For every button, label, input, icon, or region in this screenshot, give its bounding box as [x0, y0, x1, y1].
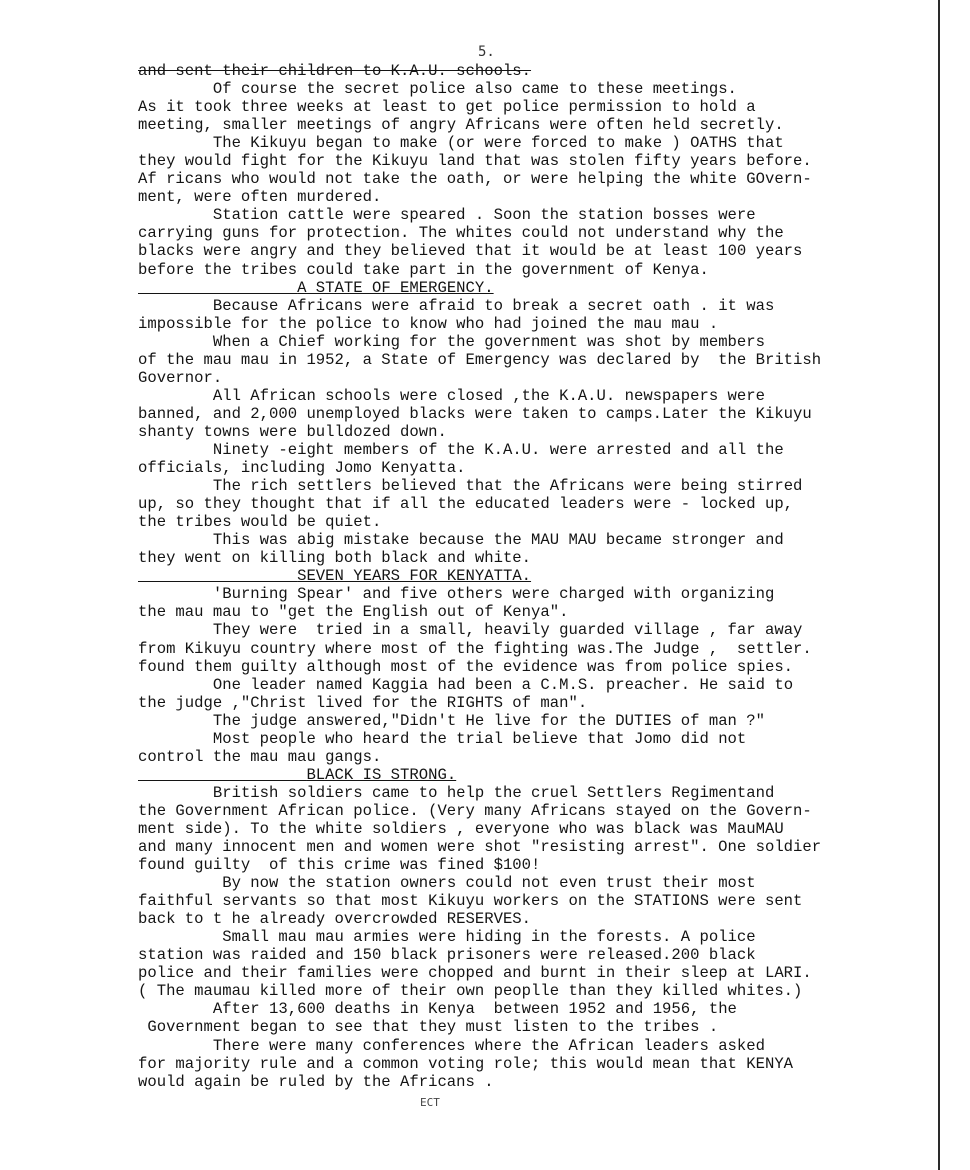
indent [138, 134, 213, 152]
text-line [138, 676, 928, 694]
line-text: from Kikuyu country where most of the fighting was.The Judge , settler. [138, 639, 812, 658]
line-text: Government began to see that they must listen to the tribes . [147, 1018, 719, 1037]
line-text: they went on killing both black and white. [138, 549, 532, 568]
section-heading [138, 567, 928, 585]
text-line [138, 784, 928, 802]
indent [138, 1037, 213, 1055]
text-line [138, 874, 928, 892]
text-line [138, 730, 928, 748]
line-text: The rich settlers believed that the Africans were being stirred [212, 477, 803, 496]
indent [138, 441, 213, 459]
line-text: This was abig mistake because the MAU MAU became stronger and [212, 531, 784, 550]
text-line [138, 603, 928, 621]
line-text: 'Burning Spear' and five others were charged with organizing [212, 585, 775, 604]
page-edge-line [938, 0, 940, 1170]
line-text: Of course the secret police also came to these meetings. [212, 80, 737, 99]
text-line [138, 315, 928, 333]
line-text: control the mau mau gangs. [138, 747, 382, 766]
section-heading [138, 766, 928, 784]
line-text: SEVEN YEARS FOR KENYATTA. [297, 567, 532, 586]
line-text: the judge ,"Christ lived for the RIGHTS of man". [138, 693, 588, 712]
line-text: back to t he already overcrowded RESERVES. [138, 910, 532, 929]
section-heading [138, 279, 928, 297]
text-line [138, 405, 928, 423]
indent [138, 874, 222, 892]
text-line [138, 242, 928, 260]
text-line [138, 694, 928, 712]
indent [138, 333, 213, 351]
line-text: shanty towns were bulldozed down. [138, 422, 447, 441]
indent [138, 621, 213, 639]
line-text: A STATE OF EMERGENCY. [297, 278, 494, 297]
text-line [138, 658, 928, 676]
line-text: They were tried in a small, heavily guarded village , far away [212, 621, 803, 640]
text-line [138, 1000, 928, 1018]
indent [138, 297, 213, 315]
text-line [138, 170, 928, 188]
text-line [138, 1018, 928, 1036]
line-text: station was raided and 150 black prisoners were released.200 black [138, 946, 756, 965]
line-text: Ninety -eight members of the K.A.U. were arrested and all the [212, 440, 784, 459]
indent [138, 928, 222, 946]
text-line [138, 802, 928, 820]
line-text: Small mau mau armies were hiding in the forests. A police [222, 928, 756, 947]
line-text: banned, and 2,000 unemployed blacks were taken to camps.Later the Kikuyu [138, 404, 812, 423]
line-text: As it took three weeks at least to get police permission to hold a [138, 98, 756, 117]
line-text: meeting, smaller meetings of angry Africans were often held secretly. [138, 116, 784, 135]
line-text: found guilty of this crime was fined $100! [138, 856, 541, 875]
text-line [138, 152, 928, 170]
text-line [138, 856, 928, 874]
text-line [138, 80, 928, 98]
text-line [138, 621, 928, 639]
line-text: British soldiers came to help the cruel Settlers Regimentand [212, 783, 775, 802]
indent [138, 730, 213, 748]
line-text: Because Africans were afraid to break a secret oath . it was [212, 296, 775, 315]
line-text: ( The maumau killed more of their own peoplle than they killed whites.) [138, 982, 803, 1001]
line-text: One leader named Kaggia had been a C.M.S. preacher. He said to [212, 675, 794, 694]
text-line [138, 892, 928, 910]
line-text: for majority rule and a common voting role; this would mean that KENYA [138, 1054, 794, 1073]
indent [138, 387, 213, 405]
line-text: police and their families were chopped and burnt in their sleep at LARI. [138, 964, 812, 983]
text-line [138, 946, 928, 964]
text-line [138, 224, 928, 242]
text-line [138, 188, 928, 206]
line-text: of the mau mau in 1952, a State of Emergency was declared by the British [138, 350, 822, 369]
text-line [138, 441, 928, 459]
line-text: Most people who heard the trial believe that Jomo did not [212, 729, 747, 748]
line-text: impossible for the police to know who had joined the mau mau . [138, 314, 719, 333]
indent [138, 585, 213, 603]
text-line [138, 531, 928, 549]
line-text: The Kikuyu began to make (or were forced to make ) OATHS that [212, 134, 784, 153]
line-text: and sent their children to K.A.U. schools. [138, 62, 532, 80]
text-line [138, 116, 928, 134]
indent [138, 712, 213, 730]
text-line [138, 964, 928, 982]
text-line [138, 423, 928, 441]
line-text: After 13,600 deaths in Kenya between 1952 and 1956, the [212, 1000, 737, 1019]
text-line [138, 1037, 928, 1055]
line-text: the mau mau to "get the English out of Kenya". [138, 603, 569, 622]
page-number: 5. [478, 44, 495, 60]
text-line [138, 495, 928, 513]
indent [138, 477, 213, 495]
text-line [138, 820, 928, 838]
line-text: Af ricans who would not take the oath, or were helping the white GOvern- [138, 170, 812, 189]
line-text: When a Chief working for the government was shot by members [212, 332, 765, 351]
line-text: officials, including Jomo Kenyatta. [138, 459, 466, 478]
text-line [138, 585, 928, 603]
text-line [138, 982, 928, 1000]
text-line [138, 640, 928, 658]
indent [138, 567, 297, 585]
text-line [138, 62, 928, 80]
indent [138, 206, 213, 224]
indent [138, 784, 213, 802]
indent [138, 531, 213, 549]
line-text: Station cattle were speared . Soon the station bosses were [212, 206, 756, 225]
line-text: would again be ruled by the Africans . [138, 1072, 494, 1091]
text-line [138, 134, 928, 152]
text-line [138, 297, 928, 315]
line-text: ment side). To the white soldiers , everyone who was black was MauMAU [138, 819, 784, 838]
text-line [138, 459, 928, 477]
line-text: up, so they thought that if all the educated leaders were - locked up, [138, 495, 794, 514]
line-text: the Government African police. (Very many Africans stayed on the Govern- [138, 801, 812, 820]
indent [138, 766, 306, 784]
line-text: faithful servants so that most Kikuyu workers on the STATIONS were sent [138, 892, 803, 911]
line-text: BLACK IS STRONG. [306, 765, 457, 784]
line-text: found them guilty although most of the evidence was from police spies. [138, 657, 794, 676]
footer-mark: ECT [420, 1096, 440, 1109]
text-line [138, 838, 928, 856]
line-text: and many innocent men and women were shot "resisting arrest". One soldier [138, 838, 822, 857]
indent [138, 676, 213, 694]
text-line [138, 748, 928, 766]
line-text: Governor. [138, 368, 223, 387]
line-text: There were many conferences where the African leaders asked [212, 1036, 765, 1055]
text-line [138, 513, 928, 531]
line-text: All African schools were closed ,the K.A.U. newspapers were [212, 386, 765, 405]
text-line [138, 369, 928, 387]
indent [138, 1018, 147, 1036]
text-line [138, 351, 928, 369]
line-text: ment, were often murdered. [138, 188, 382, 207]
line-text: before the tribes could take part in the government of Kenya. [138, 260, 709, 279]
text-line [138, 910, 928, 928]
indent [138, 1000, 213, 1018]
line-text: The judge answered,"Didn't He live for the DUTIES of man ?" [212, 711, 765, 730]
body-text [138, 62, 928, 1091]
text-line [138, 261, 928, 279]
text-line [138, 333, 928, 351]
text-line [138, 549, 928, 567]
line-text: they would fight for the Kikuyu land that was stolen fifty years before. [138, 152, 812, 171]
indent [138, 80, 213, 98]
text-line [138, 712, 928, 730]
text-line [138, 928, 928, 946]
text-line [138, 206, 928, 224]
line-text: By now the station owners could not even trust their most [222, 874, 756, 893]
text-line [138, 387, 928, 405]
line-text: blacks were angry and they believed that it would be at least 100 years [138, 242, 803, 261]
line-text: the tribes would be quiet. [138, 513, 382, 532]
text-line [138, 1073, 928, 1091]
text-line [138, 98, 928, 116]
line-text: carrying guns for protection. The whites could not understand why the [138, 224, 784, 243]
text-line [138, 477, 928, 495]
indent [138, 279, 297, 297]
text-line [138, 1055, 928, 1073]
